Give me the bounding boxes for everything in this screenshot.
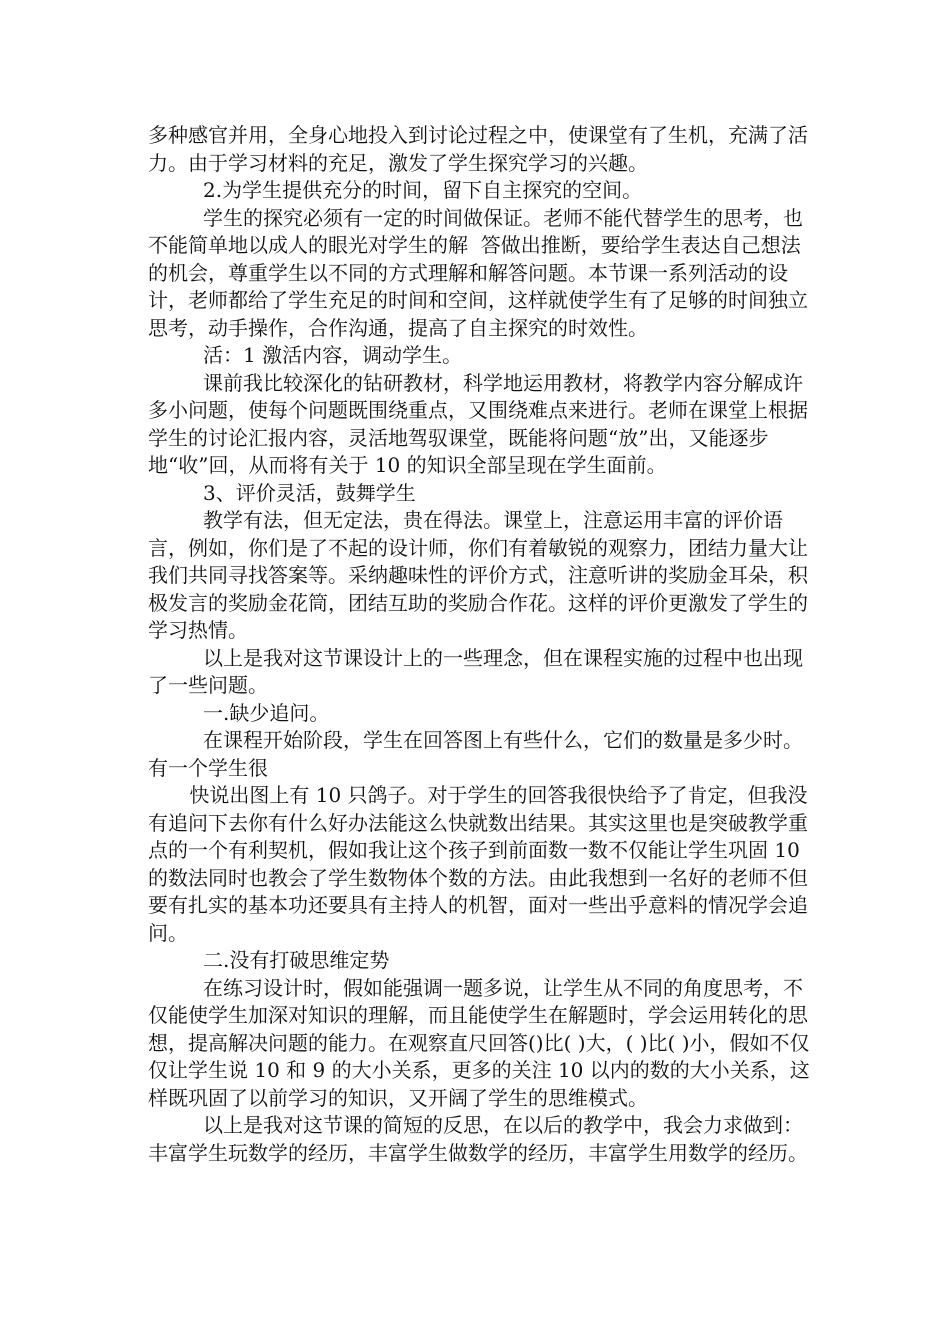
paragraph: 快说出图上有 10 只鸽子。对于学生的回答我很快给予了肯定，但我没有追问下去你有什么好办法能这么快就数出结果。其实这里也是突破教学重点的一个有利契机，假如我让这个孩子到前面数一数不仅能让学生巩固 10 的数法同时也教会了学生数物体个数的方法。由此我想到一名好的老师不但要有扎实的基本功还要具有主持人的机智，面对一些出乎意料的情况学会追问。 — [148, 783, 808, 945]
paragraph: 以上是我对这节课的简短的反思，在以后的教学中，我会力求做到：丰富学生玩数学的经历，丰富学生做数学的经历，丰富学生用数学的经历。 — [148, 1113, 808, 1165]
paragraph: 学生的探究必须有一定的时间做保证。老师不能代替学生的思考，也不能简单地以成人的眼光对学生的解 答做出推断，要给学生表达自己想法的机会，尊重学生以不同的方式理解和解答问题。本节课一系列活动的设计，老师都给了学生充足的时间和空间，这样就使学生有了足够的时间独立思考，动手操作，合作沟通，提高了自主探究的时效性。 — [148, 205, 808, 340]
section-heading: 二.没有打破思维定势 — [203, 948, 390, 972]
paragraph: 在练习设计时，假如能强调一题多说，让学生从不同的角度思考，不仅能使学生加深对知识的理解，而且能使学生在解题时，学会运用转化的思想，提高解决问题的能力。在观察直尺回答()比( )大，( )比( )小，假如不仅仅让学生说 10 和 9 的大小关系，更多的关注 10 以内的数的大小关系，这样既巩固了以前学习的知识，又开阔了学生的思维模式。 — [148, 975, 810, 1110]
paragraph: 多种感官并用，全身心地投入到讨论过程之中，使课堂有了生机，充满了活力。由于学习材料的充足，激发了学生探究学习的兴趣。 — [148, 123, 808, 175]
document-body — [148, 122, 813, 1167]
paragraph: 在课程开始阶段，学生在回答图上有些什么，它们的数量是多少时。有一个学生很 — [148, 728, 803, 780]
section-heading: 2.为学生提供充分的时间，留下自主探究的空间。 — [203, 178, 643, 202]
paragraph: 课前我比较深化的钻研教材，科学地运用教材，将教学内容分解成许多小问题，使每个问题既围绕重点，又围绕难点来进行。老师在课堂上根据学生的讨论汇报内容，灵活地驾驭课堂，既能将问题“放”出，又能逐步地“收”回，从而将有关于 10 的知识全部呈现在学生面前。 — [148, 370, 808, 477]
section-heading: 活：1 激活内容，调动学生。 — [203, 343, 463, 367]
section-heading: 一.缺少追问。 — [203, 700, 330, 725]
section-heading: 3、评价灵活，鼓舞学生 — [203, 480, 416, 505]
paragraph: 教学有法，但无定法，贵在得法。课堂上，注意运用丰富的评价语言，例如，你们是了不起的设计师，你们有着敏锐的观察力，团结力量大让我们共同寻找答案等。采纳趣味性的评价方式，注意听讲的奖励金耳朵，积极发言的奖励金花筒，团结互助的奖励合作花。这样的评价更激发了学生的学习热情。 — [148, 508, 808, 642]
paragraph: 以上是我对这节课设计上的一些理念，但在课程实施的过程中也出现了一些问题。 — [148, 645, 803, 697]
